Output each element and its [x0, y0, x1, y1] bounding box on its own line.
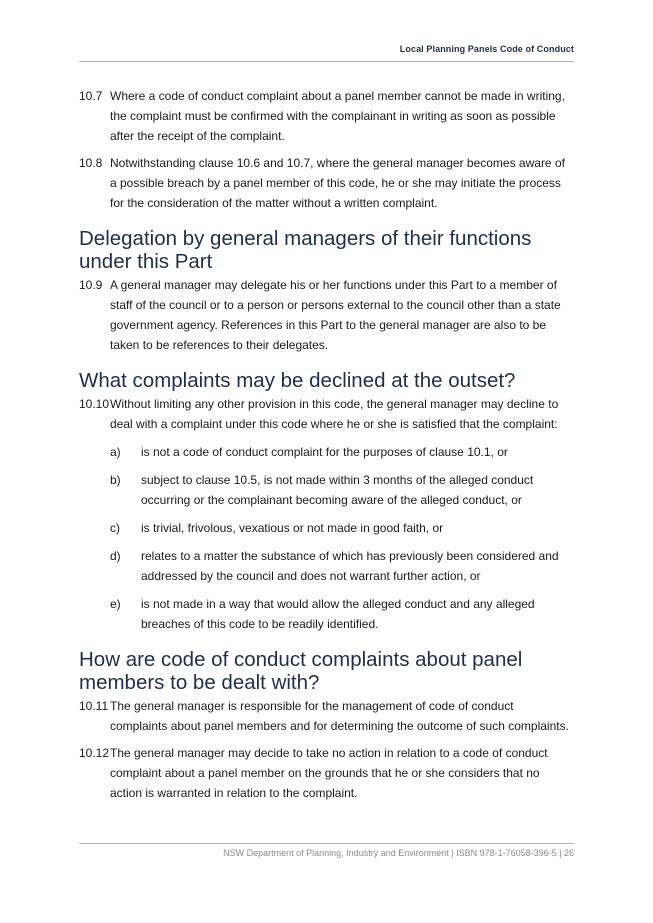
clause-text: Where a code of conduct complaint about a panel member cannot be made in writing, the complaint must be confirmed with the complainant in writing as soon as possible after the receipt of the complaint. — [110, 89, 565, 143]
list-item — [79, 594, 574, 634]
list-item — [79, 442, 574, 462]
clause-number: 10.11 — [79, 699, 109, 713]
section-heading-declined: What complaints may be declined at the outset? — [79, 369, 516, 392]
clause-number: 10.8 — [79, 156, 103, 170]
clause-10-10 — [79, 394, 574, 634]
clause-10-12 — [79, 743, 574, 803]
clause-text: The general manager may decide to take no action in relation to a code of conduct complaint about a panel member on the grounds that he or she considers that no action is warranted in relation to the complaint. — [110, 746, 548, 800]
clause-number: 10.12 — [79, 746, 110, 760]
list-item-text: is not made in a way that would allow the alleged conduct and any alleged breaches of this code to be readily identified. — [141, 597, 535, 631]
running-footer: NSW Department of Planning, Industry and Environment | ISBN 978-1-76058-396-5 | 26 — [223, 848, 574, 858]
clause-number: 10.7 — [79, 89, 103, 103]
clause-10-11 — [79, 696, 574, 736]
running-header: Local Planning Panels Code of Conduct — [399, 44, 574, 54]
clause-number: 10.10 — [79, 397, 110, 411]
list-item — [79, 546, 574, 586]
list-item-text: is not a code of conduct complaint for the purposes of clause 10.1, or — [141, 445, 508, 459]
list-item-text: relates to a matter the substance of which has previously been considered and addressed by the council and does not warrant further action, or — [141, 549, 559, 583]
section-heading-delegation: Delegation by general managers of their functions under this Part — [79, 227, 532, 273]
list-item-letter: e) — [110, 597, 121, 611]
list-item-letter: c) — [110, 521, 120, 535]
clause-number: 10.9 — [79, 278, 103, 292]
page-content — [79, 86, 574, 810]
list-item-letter: a) — [110, 445, 121, 459]
list-item — [79, 470, 574, 510]
clause-text: Without limiting any other provision in this code, the general manager may decline to deal with a complaint under this code where he or she is satisfied that the complaint: — [110, 397, 559, 431]
section-heading-dealt-with: How are code of conduct complaints about panel members to be dealt with? — [79, 648, 523, 694]
decline-grounds-list — [79, 442, 574, 634]
list-item-letter: b) — [110, 473, 121, 487]
clause-text: Notwithstanding clause 10.6 and 10.7, where the general manager becomes aware of a possible breach by a panel member of this code, he or she may initiate the process for the consideration of the matter without a written complaint. — [110, 156, 565, 210]
list-item — [79, 518, 574, 538]
list-item-text: is trivial, frivolous, vexatious or not made in good faith, or — [141, 521, 444, 535]
header-divider — [79, 61, 574, 62]
list-item-letter: d) — [110, 549, 121, 563]
clause-10-9 — [79, 275, 574, 355]
footer-divider — [79, 843, 574, 844]
clause-text: A general manager may delegate his or her functions under this Part to a member of staff of the council or to a person or persons external to the council other than a state government agency. References in this Part to the general manager are also to be taken to be references to their delegates. — [110, 278, 561, 352]
clause-text: The general manager is responsible for the management of code of conduct complaints about panel members and for determining the outcome of such complaints. — [110, 699, 569, 733]
clause-10-8 — [79, 153, 574, 213]
list-item-text: subject to clause 10.5, is not made within 3 months of the alleged conduct occurring or the complainant becoming aware of the alleged conduct, or — [141, 473, 534, 507]
clause-10-7 — [79, 86, 574, 146]
